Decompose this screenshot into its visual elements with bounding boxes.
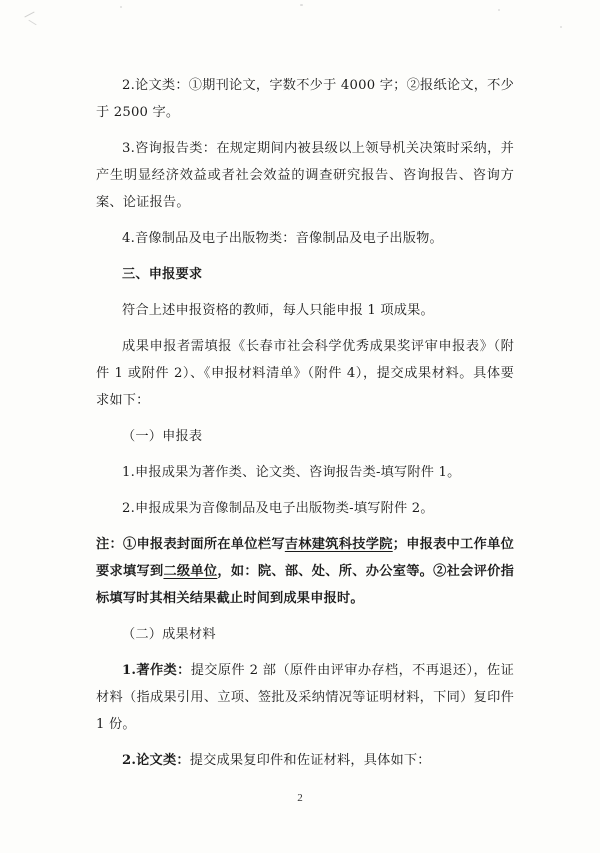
works-category-lead: 1.著作类： [122,663,191,678]
paragraph-form-item-1: 1.申报成果为著作类、论文类、咨询报告类-填写附件 1。 [122,465,461,480]
paragraph-subsection-two: （二）成果材料 [122,627,216,642]
scan-speck [120,6,122,8]
paragraph-note [96,531,514,612]
note-label: 注： [96,537,123,552]
note-segment-underline-institution: 吉林建筑科技学院 [284,537,393,552]
heading-section-three: 三、申报要求 [122,267,203,282]
thesis-materials-rest: 提交成果复印件和佐证材料，具体如下： [189,753,431,768]
thesis-materials-lead: 2.论文类： [122,753,190,768]
paragraph-thesis-materials [96,747,514,774]
scan-artifact-mark [22,10,48,32]
scan-speck [560,26,562,28]
paragraph-consulting-report: 3.咨询报告类：在规定期间内被县级以上领导机关决策时采纳，并产生明显经济效益或者社会效益的调查研究报告、咨询报告、咨询方案、论证报告。 [96,141,514,210]
document-body [96,72,514,783]
works-category-rest: 提交原件 2 部（原件由评审办存档，不再退还），佐证材料（指成果引用、立项、签批及采纳情况等证明材料，下同）复印件 1 份。 [96,663,515,732]
paragraph-form-item-2: 2.申报成果为音像制品及电子出版物类-填写附件 2。 [122,501,434,516]
note-segment-5: ，如：院、部、处、所、办公室等。②社会评价指标填写时其相关结果截止时间到成果申报时。 [96,564,514,606]
paragraph-audio-video: 4.音像制品及电子出版物类：音像制品及电子出版物。 [122,231,443,246]
page-number: 2 [297,792,303,804]
paragraph-eligibility: 符合上述申报资格的教师，每人只能申报 1 项成果。 [122,303,434,318]
paragraph-forms-required: 成果申报者需填报《长春市社会科学优秀成果奖评审申报表》（附件 1 或附件 2）、《申报材料清单》（附件 4），提交成果材料。具体要求如下： [96,339,514,408]
scan-speck [300,4,303,6]
note-segment-underline-unit-level: 二级单位 [163,564,218,579]
scan-speck [498,9,500,11]
note-segment-3: ；申报表中工作单位要求填写到 [96,537,514,579]
paragraph-subsection-one: （一）申报表 [122,429,203,444]
paragraph-thesis-category: 2.论文类：①期刊论文，字数不少于 4000 字；②报纸论文，不少于 2500 字。 [96,78,514,120]
note-segment-1: ①申报表封面所在单位栏写 [122,537,285,552]
paragraph-works-category [96,657,514,738]
